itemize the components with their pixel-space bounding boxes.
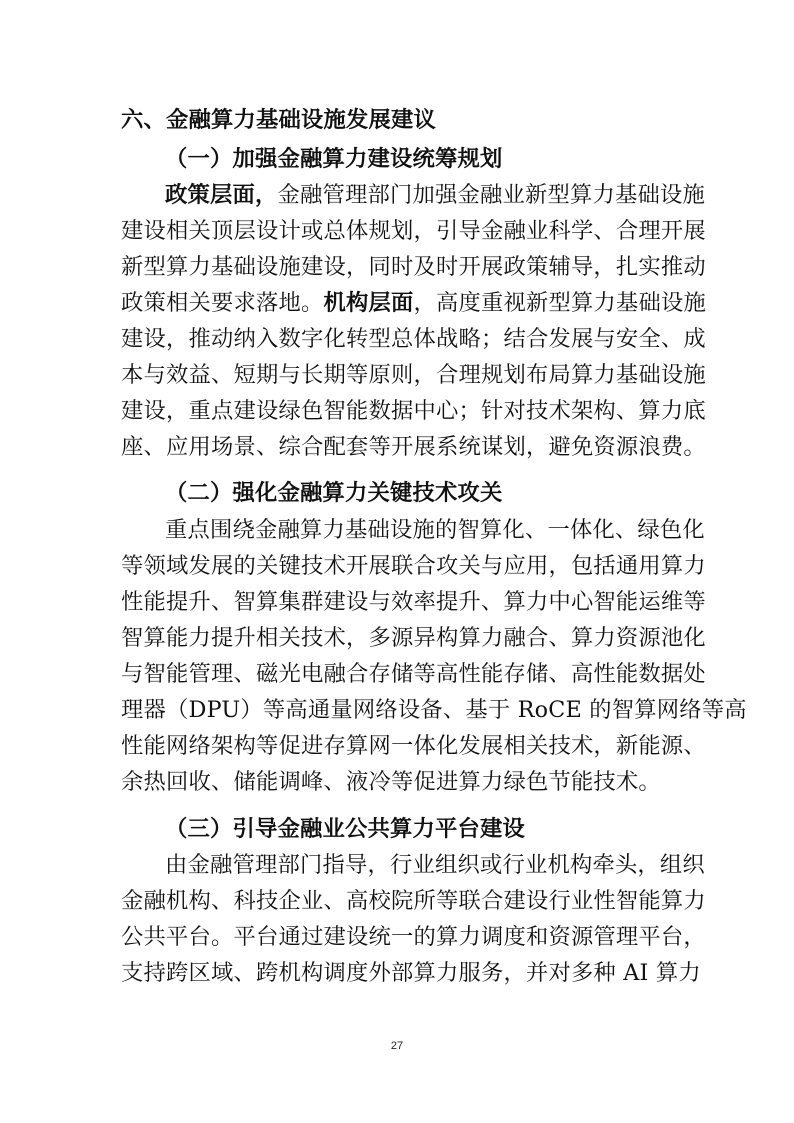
paragraph-line: 座、应用场景、综合配套等开展系统谋划，避免资源浪费。 [121, 434, 706, 460]
paragraph-line: 等领域发展的关键技术开展联合攻关与应用，包括通用算力 [121, 553, 706, 579]
institution-level-label: 机构层面 [323, 290, 414, 316]
section-title: 六、金融算力基础设施发展建议 [121, 107, 436, 133]
paragraph-line: 支持跨区域、跨机构调度外部算力服务，并对多种 AI 算力 [121, 960, 701, 986]
paragraph-line: 由金融管理部门指导，行业组织或行业机构牵头，组织 [165, 852, 705, 878]
policy-level-label: 政策层面， [165, 182, 278, 208]
subsection-heading-1: （一）加强金融算力建设统筹规划 [165, 146, 503, 172]
paragraph-line: 性能提升、智算集群建设与效率提升、算力中心智能运维等 [121, 589, 706, 615]
paragraph-line: 与智能管理、磁光电融合存储等高性能存储、高性能数据处 [121, 661, 706, 687]
paragraph-text: 金融管理部门加强金融业新型算力基础设施 [277, 182, 705, 208]
paragraph-line [121, 286, 706, 320]
paragraph-line: 重点围绕金融算力基础设施的智算化、一体化、绿色化 [165, 517, 705, 543]
paragraph-line [165, 178, 705, 212]
paragraph-line: 本与效益、短期与长期等原则，合理规划布局算力基础设施 [121, 362, 706, 388]
paragraph-line: 余热回收、储能调峰、液冷等促进算力绿色节能技术。 [121, 769, 661, 795]
paragraph-line: 建设相关顶层设计或总体规划，引导金融业科学、合理开展 [121, 218, 706, 244]
paragraph-line: 公共平台。平台通过建设统一的算力调度和资源管理平台， [121, 924, 706, 950]
paragraph-text: ，高度重视新型算力基础设施 [413, 290, 706, 316]
paragraph-line: 理器（DPU）等高通量网络设备、基于 RoCE 的智算网络等高 [121, 697, 747, 723]
paragraph-line: 建设，重点建设绿色智能数据中心；针对技术架构、算力底 [121, 398, 706, 424]
paragraph-line: 性能网络架构等促进存算网一体化发展相关技术，新能源、 [121, 733, 706, 759]
paragraph-line: 金融机构、科技企业、高校院所等联合建设行业性智能算力 [121, 888, 706, 914]
paragraph-line: 新型算力基础设施建设，同时及时开展政策辅导，扎实推动 [121, 254, 706, 280]
paragraph-line: 建设，推动纳入数字化转型总体战略；结合发展与安全、成 [121, 326, 706, 352]
subsection-heading-2: （二）强化金融算力关键技术攻关 [165, 480, 503, 506]
paragraph-line: 智算能力提升相关技术，多源异构算力融合、算力资源池化 [121, 625, 706, 651]
paragraph-text: 政策相关要求落地。 [121, 290, 324, 316]
page-number: 27 [390, 1040, 404, 1052]
subsection-heading-3: （三）引导金融业公共算力平台建设 [165, 816, 525, 842]
